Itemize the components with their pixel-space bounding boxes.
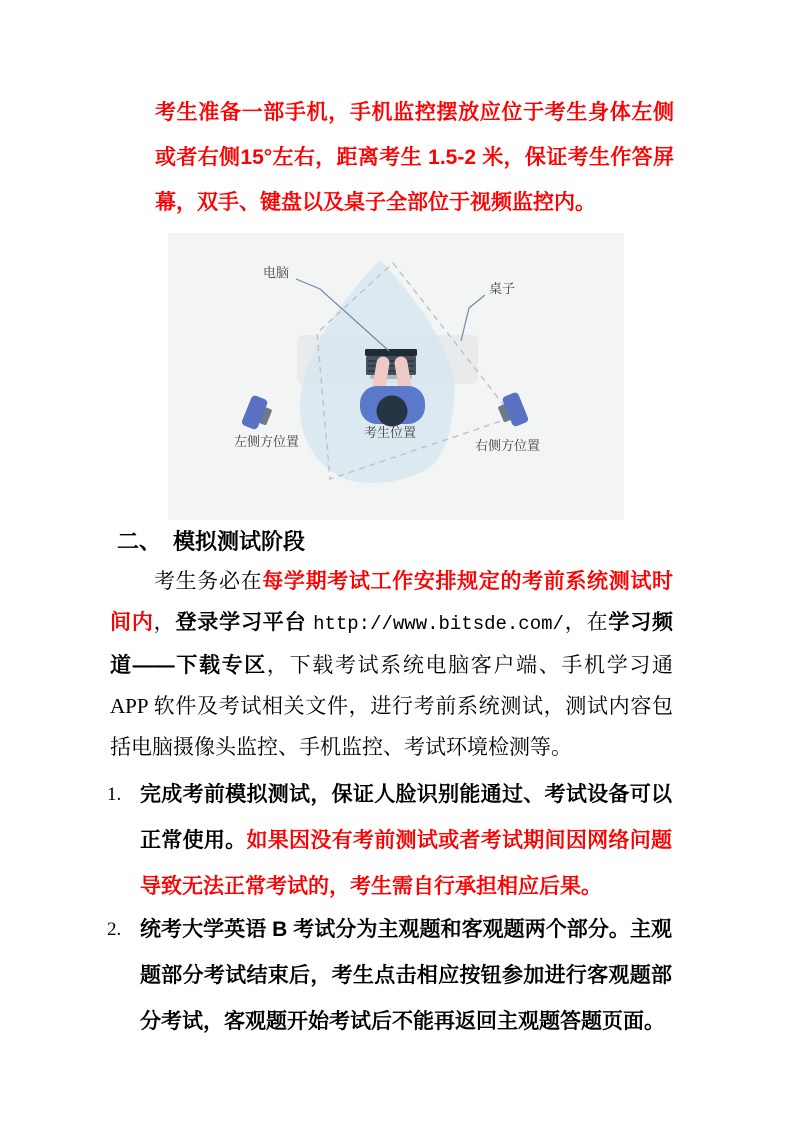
para-bold-text: 登录学习平台 bbox=[175, 611, 314, 634]
list-item-text bbox=[140, 907, 672, 1045]
right-phone bbox=[495, 391, 529, 430]
para-text: ，下载考试系统电脑客户端、手机学习通 APP 软件及考试相关文件，进行考前系统测试，测试内容包括电脑摄像头监控、手机监控、考试环境检测等。 bbox=[110, 653, 674, 759]
list-item-number: 1. bbox=[107, 784, 122, 805]
platform-url: http://www.bitsde.com/ bbox=[313, 613, 564, 635]
para-text: 考生务必在 bbox=[154, 569, 263, 593]
laptop-screen-edge bbox=[365, 349, 417, 356]
list-item bbox=[107, 907, 672, 1045]
examinee-position-label: 考生位置 bbox=[364, 425, 417, 440]
desk-label: 桌子 bbox=[489, 281, 516, 296]
para-text: ， bbox=[153, 610, 176, 634]
left-position-label: 左侧方位置 bbox=[234, 434, 300, 449]
intro-warning-text: 考生准备一部手机，手机监控摆放应位于考生身体左侧或者右侧15°左右，距离考生 1.5-2 米，保证考生作答屏幕，双手、键盘以及桌子全部位于视频监控内。 bbox=[155, 101, 674, 214]
para-bold-text: 学习频道——下载专区 bbox=[110, 611, 674, 677]
section-number: 二、 bbox=[117, 529, 162, 554]
exam-setup-figure bbox=[168, 233, 624, 520]
para-text: ，在 bbox=[563, 610, 609, 634]
item-red-text: 如果因没有考前测试或者考试期间因网络问题导致无法正常考试的，考生需自行承担相应后果。 bbox=[140, 829, 673, 898]
instructions-paragraph bbox=[110, 561, 673, 768]
computer-label: 电脑 bbox=[263, 265, 290, 280]
section-title: 模拟测试阶段 bbox=[173, 529, 306, 554]
list-item-number: 2. bbox=[107, 919, 122, 940]
para-highlight-red: 每学期考试工作安排规定的考前系统测试时间内 bbox=[110, 570, 674, 634]
list-item-text bbox=[140, 772, 672, 910]
section-heading bbox=[117, 527, 305, 557]
exam-setup-illustration bbox=[168, 233, 624, 520]
desk-label-connector bbox=[461, 295, 485, 341]
list-item bbox=[107, 772, 672, 910]
item-black-text: 统考大学英语 B 考试分为主观题和客观题两个部分。主观题部分考试结束后，考生点击相应按钮参加进行客观题部分考试，客观题开始考试后不能再返回主观题答题页面。 bbox=[140, 918, 672, 1033]
right-position-label: 右侧方位置 bbox=[475, 438, 541, 453]
left-phone bbox=[241, 394, 275, 433]
item-black-text: 完成考前模拟测试，保证人脸识别能通过、考试设备可以正常使用。 bbox=[140, 783, 672, 852]
